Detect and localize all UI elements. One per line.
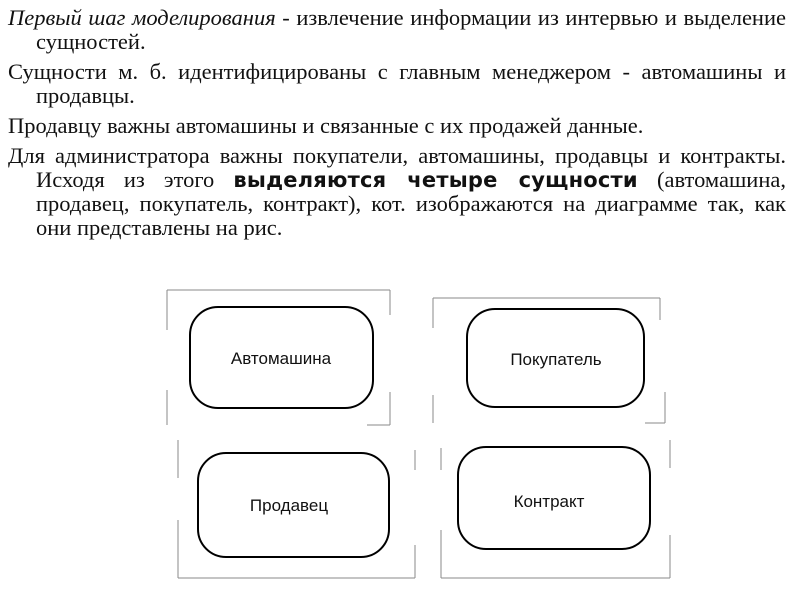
entity-automobile-label: Автомашина: [230, 349, 332, 368]
italic-lead: Первый шаг моделирования: [8, 5, 276, 30]
entity-seller: [198, 453, 389, 557]
paragraph-entities-manager: Сущности м. б. идентифицированы с главным менеджером - автомашины и продавцы.: [8, 59, 786, 108]
paragraph-first-step-rest: - извлечение информации из интервью и выделение сущностей.: [36, 5, 786, 54]
entity-buyer-label: Покупатель: [510, 350, 602, 369]
paragraph-administrator-after: (автомашина, продавец, покупатель, контракт), кот. изображаются на диаграмме так, как они представлены на рис.: [36, 167, 786, 240]
entity-automobile: [190, 307, 373, 408]
bold-highlight: выделяются четыре сущности: [233, 168, 638, 192]
entity-contract-label: Контракт: [513, 492, 585, 511]
paragraph-seller: Продавцу важны автомашины и связанные с их продажей данные.: [8, 113, 644, 138]
entity-contract: [458, 447, 650, 549]
paragraph-administrator-before: Для администратора важны покупатели, автомашины, продавцы и контракты. Исходя из этого: [8, 143, 786, 192]
entity-buyer: [467, 309, 644, 407]
entity-seller-label: Продавец: [249, 496, 329, 515]
